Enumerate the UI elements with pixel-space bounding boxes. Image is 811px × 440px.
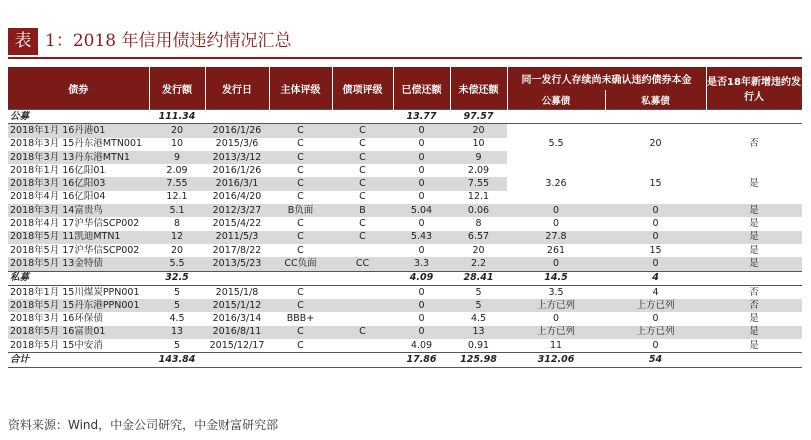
col-header-bond: 债券 bbox=[8, 67, 149, 110]
private-outstanding: 15 bbox=[605, 164, 706, 204]
table-row bbox=[8, 244, 802, 257]
new-issuer-flag: 否 bbox=[706, 299, 802, 312]
table-row bbox=[8, 285, 802, 299]
public-outstanding: 3.5 bbox=[507, 285, 605, 299]
unpaid-amount: 12.1 bbox=[450, 191, 507, 204]
entity-rating: C bbox=[269, 231, 332, 244]
unpaid-amount: 2.2 bbox=[450, 257, 507, 271]
col-header-repaid: 已偿还额 bbox=[393, 67, 450, 110]
col-header-debt-rating: 债项评级 bbox=[332, 67, 393, 110]
debt-rating: CC bbox=[332, 257, 393, 271]
title-bar bbox=[0, 8, 811, 52]
unpaid-amount: 13 bbox=[450, 326, 507, 339]
col-header-issue-date: 发行日 bbox=[205, 67, 269, 110]
summary-empty bbox=[269, 271, 332, 285]
entity-rating: BBB+ bbox=[269, 312, 332, 325]
unpaid-amount: 5 bbox=[450, 285, 507, 299]
entity-rating: C bbox=[269, 138, 332, 151]
private-outstanding: 0 bbox=[605, 312, 706, 325]
new-issuer-flag: 是 bbox=[706, 326, 802, 339]
issue-date: 2011/5/3 bbox=[205, 231, 269, 244]
col-header-private: 私募债 bbox=[605, 90, 706, 109]
summary-public bbox=[507, 110, 605, 124]
public-outstanding: 0 bbox=[507, 257, 605, 271]
unpaid-amount: 10 bbox=[450, 138, 507, 151]
entity-rating: C bbox=[269, 124, 332, 138]
issue-amount: 12 bbox=[149, 231, 205, 244]
bond-name: 2018年5月 15中安消 bbox=[8, 339, 149, 353]
issue-amount: 9 bbox=[149, 151, 205, 164]
summary-private bbox=[605, 110, 706, 124]
new-issuer-flag: 是 bbox=[706, 204, 802, 217]
entity-rating: CC负面 bbox=[269, 257, 332, 271]
issue-date: 2015/1/8 bbox=[205, 285, 269, 299]
title-divider bbox=[8, 57, 802, 59]
debt-rating: C bbox=[332, 164, 393, 177]
public-outstanding: 261 bbox=[507, 244, 605, 257]
debt-rating: C bbox=[332, 138, 393, 151]
issue-date: 2015/12/17 bbox=[205, 339, 269, 353]
debt-rating: C bbox=[332, 191, 393, 204]
entity-rating: C bbox=[269, 339, 332, 353]
bond-name: 2018年3月 16亿阳03 bbox=[8, 177, 149, 190]
private-outstanding: 上方已列 bbox=[605, 326, 706, 339]
col-header-public: 公募债 bbox=[507, 90, 605, 109]
bond-name: 2018年4月 17沪华信SCP002 bbox=[8, 217, 149, 230]
new-issuer-flag: 是 bbox=[706, 257, 802, 271]
bond-name: 2018年1月 15川煤炭PPN001 bbox=[8, 285, 149, 299]
col-header-new-issuer: 是否18年新增违约发行人 bbox=[706, 67, 802, 110]
issue-amount: 10 bbox=[149, 138, 205, 151]
summary-unpaid: 125.98 bbox=[450, 353, 507, 367]
table-row bbox=[8, 339, 802, 353]
unpaid-amount: 7.55 bbox=[450, 177, 507, 190]
table-row bbox=[8, 164, 802, 177]
repaid-amount: 0 bbox=[393, 217, 450, 230]
repaid-amount: 0 bbox=[393, 244, 450, 257]
issue-date: 2016/1/26 bbox=[205, 164, 269, 177]
summary-private: 4 bbox=[605, 271, 706, 285]
issue-date: 2016/8/11 bbox=[205, 326, 269, 339]
bond-name: 2018年4月 16亿阳04 bbox=[8, 191, 149, 204]
summary-empty bbox=[332, 110, 393, 124]
private-outstanding: 0 bbox=[605, 339, 706, 353]
public-outstanding: 上方已列 bbox=[507, 326, 605, 339]
issue-date: 2016/1/26 bbox=[205, 124, 269, 138]
table-row bbox=[8, 231, 802, 244]
col-header-issue: 发行额 bbox=[149, 67, 205, 110]
private-outstanding: 4 bbox=[605, 285, 706, 299]
issue-amount: 7.55 bbox=[149, 177, 205, 190]
summary-label: 公募 bbox=[8, 110, 149, 124]
entity-rating: C bbox=[269, 191, 332, 204]
repaid-amount: 5.43 bbox=[393, 231, 450, 244]
table-body bbox=[8, 110, 802, 368]
summary-empty bbox=[706, 271, 802, 285]
issue-amount: 8 bbox=[149, 217, 205, 230]
summary-issue: 32.5 bbox=[149, 271, 205, 285]
public-outstanding: 3.26 bbox=[507, 164, 605, 204]
bond-name: 2018年5月 11凯迪MTN1 bbox=[8, 231, 149, 244]
bond-name: 2018年5月 15丹东港PPN001 bbox=[8, 299, 149, 312]
unpaid-amount: 5 bbox=[450, 299, 507, 312]
col-header-entity-rating: 主体评级 bbox=[269, 67, 332, 110]
debt-rating: C bbox=[332, 231, 393, 244]
summary-repaid: 13.77 bbox=[393, 110, 450, 124]
entity-rating: C bbox=[269, 164, 332, 177]
entity-rating: C bbox=[269, 151, 332, 164]
issue-date: 2016/4/20 bbox=[205, 191, 269, 204]
issue-amount: 2.09 bbox=[149, 164, 205, 177]
issue-date: 2013/5/23 bbox=[205, 257, 269, 271]
private-outstanding: 20 bbox=[605, 124, 706, 164]
entity-rating: C bbox=[269, 244, 332, 257]
debt-rating: C bbox=[332, 177, 393, 190]
summary-empty bbox=[205, 271, 269, 285]
summary-empty bbox=[332, 353, 393, 367]
summary-public: 14.5 bbox=[507, 271, 605, 285]
summary-label: 私募 bbox=[8, 271, 149, 285]
bond-name: 2018年5月 13金特债 bbox=[8, 257, 149, 271]
summary-public: 312.06 bbox=[507, 353, 605, 367]
entity-rating: C bbox=[269, 326, 332, 339]
new-issuer-flag: 是 bbox=[706, 231, 802, 244]
debt-rating: C bbox=[332, 326, 393, 339]
private-outstanding: 0 bbox=[605, 257, 706, 271]
issue-date: 2013/3/12 bbox=[205, 151, 269, 164]
unpaid-amount: 9 bbox=[450, 151, 507, 164]
public-outstanding: 0 bbox=[507, 217, 605, 230]
entity-rating: C bbox=[269, 299, 332, 312]
unpaid-amount: 0.91 bbox=[450, 339, 507, 353]
public-outstanding: 27.8 bbox=[507, 231, 605, 244]
repaid-amount: 0 bbox=[393, 312, 450, 325]
issue-amount: 20 bbox=[149, 124, 205, 138]
page-title: 1：2018 年信用债违约情况汇总 bbox=[45, 31, 292, 51]
bond-name: 2018年5月 16富贵01 bbox=[8, 326, 149, 339]
source-note: 资料来源：Wind，中金公司研究，中金财富研究部 bbox=[8, 418, 279, 432]
bond-name: 2018年3月 13丹东港MTN1 bbox=[8, 151, 149, 164]
issue-date: 2015/1/12 bbox=[205, 299, 269, 312]
col-header-group: 同一发行人存续尚未确认违约债券本金 bbox=[507, 67, 706, 90]
issue-amount: 5 bbox=[149, 299, 205, 312]
debt-rating: C bbox=[332, 151, 393, 164]
entity-rating: C bbox=[269, 177, 332, 190]
summary-repaid: 17.86 bbox=[393, 353, 450, 367]
unpaid-amount: 20 bbox=[450, 124, 507, 138]
table-label-box: 表 bbox=[8, 28, 38, 55]
table-row bbox=[8, 124, 802, 138]
table-row bbox=[8, 217, 802, 230]
public-outstanding: 11 bbox=[507, 339, 605, 353]
bond-name: 2018年5月 17沪华信SCP002 bbox=[8, 244, 149, 257]
private-outstanding: 0 bbox=[605, 204, 706, 217]
summary-issue: 143.84 bbox=[149, 353, 205, 367]
bond-name: 2018年3月 16环保债 bbox=[8, 312, 149, 325]
repaid-amount: 0 bbox=[393, 124, 450, 138]
repaid-amount: 4.09 bbox=[393, 339, 450, 353]
issue-amount: 5 bbox=[149, 285, 205, 299]
bond-name: 2018年3月 14富贵鸟 bbox=[8, 204, 149, 217]
debt-rating: B bbox=[332, 204, 393, 217]
issue-date: 2016/3/1 bbox=[205, 177, 269, 190]
repaid-amount: 0 bbox=[393, 299, 450, 312]
debt-rating: C bbox=[332, 124, 393, 138]
summary-unpaid: 97.57 bbox=[450, 110, 507, 124]
debt-rating bbox=[332, 339, 393, 353]
public-outstanding: 5.5 bbox=[507, 124, 605, 164]
issue-amount: 4.5 bbox=[149, 312, 205, 325]
table-row bbox=[8, 299, 802, 312]
summary-empty bbox=[706, 110, 802, 124]
unpaid-amount: 4.5 bbox=[450, 312, 507, 325]
new-issuer-flag: 是 bbox=[706, 339, 802, 353]
issue-date: 2012/3/27 bbox=[205, 204, 269, 217]
private-outstanding: 0 bbox=[605, 217, 706, 230]
summary-label: 合计 bbox=[8, 353, 149, 367]
entity-rating: C bbox=[269, 285, 332, 299]
summary-empty bbox=[205, 110, 269, 124]
repaid-amount: 0 bbox=[393, 285, 450, 299]
summary-empty bbox=[332, 271, 393, 285]
issue-date: 2017/8/22 bbox=[205, 244, 269, 257]
issue-amount: 12.1 bbox=[149, 191, 205, 204]
debt-rating bbox=[332, 312, 393, 325]
repaid-amount: 0 bbox=[393, 177, 450, 190]
issue-date: 2015/4/22 bbox=[205, 217, 269, 230]
issue-amount: 5 bbox=[149, 339, 205, 353]
bond-name: 2018年1月 16亿阳01 bbox=[8, 164, 149, 177]
unpaid-amount: 6.57 bbox=[450, 231, 507, 244]
summary-repaid: 4.09 bbox=[393, 271, 450, 285]
new-issuer-flag: 是 bbox=[706, 312, 802, 325]
debt-rating: C bbox=[332, 217, 393, 230]
new-issuer-flag: 否 bbox=[706, 285, 802, 299]
unpaid-amount: 0.06 bbox=[450, 204, 507, 217]
debt-rating bbox=[332, 299, 393, 312]
repaid-amount: 3.3 bbox=[393, 257, 450, 271]
table-row bbox=[8, 204, 802, 217]
repaid-amount: 0 bbox=[393, 326, 450, 339]
public-outstanding: 0 bbox=[507, 204, 605, 217]
repaid-amount: 5.04 bbox=[393, 204, 450, 217]
entity-rating: C bbox=[269, 217, 332, 230]
issue-amount: 5.5 bbox=[149, 257, 205, 271]
summary-unpaid: 28.41 bbox=[450, 271, 507, 285]
repaid-amount: 0 bbox=[393, 164, 450, 177]
issue-date: 2015/3/6 bbox=[205, 138, 269, 151]
private-outstanding: 上方已列 bbox=[605, 299, 706, 312]
private-summary-row bbox=[8, 271, 802, 285]
table-row bbox=[8, 257, 802, 271]
repaid-amount: 0 bbox=[393, 138, 450, 151]
bond-name: 2018年3月 15丹东港MTN001 bbox=[8, 138, 149, 151]
new-issuer-flag: 是 bbox=[706, 217, 802, 230]
table-row bbox=[8, 312, 802, 325]
issue-amount: 20 bbox=[149, 244, 205, 257]
unpaid-amount: 20 bbox=[450, 244, 507, 257]
repaid-amount: 0 bbox=[393, 191, 450, 204]
issue-date: 2016/3/14 bbox=[205, 312, 269, 325]
bond-name: 2018年1月 16丹港01 bbox=[8, 124, 149, 138]
public-outstanding: 上方已列 bbox=[507, 299, 605, 312]
new-issuer-flag: 是 bbox=[706, 164, 802, 204]
issue-amount: 13 bbox=[149, 326, 205, 339]
col-header-unpaid: 未偿还额 bbox=[450, 67, 507, 110]
unpaid-amount: 2.09 bbox=[450, 164, 507, 177]
summary-private: 54 bbox=[605, 353, 706, 367]
default-bond-table bbox=[8, 67, 803, 368]
table-row bbox=[8, 326, 802, 339]
issue-amount: 5.1 bbox=[149, 204, 205, 217]
repaid-amount: 0 bbox=[393, 151, 450, 164]
summary-empty bbox=[269, 353, 332, 367]
summary-empty bbox=[269, 110, 332, 124]
entity-rating: B负面 bbox=[269, 204, 332, 217]
public-summary-row bbox=[8, 110, 802, 124]
summary-empty bbox=[706, 353, 802, 367]
debt-rating bbox=[332, 244, 393, 257]
private-outstanding: 0 bbox=[605, 231, 706, 244]
total-row bbox=[8, 353, 802, 367]
new-issuer-flag: 是 bbox=[706, 244, 802, 257]
unpaid-amount: 8 bbox=[450, 217, 507, 230]
public-outstanding: 0 bbox=[507, 312, 605, 325]
private-outstanding: 15 bbox=[605, 244, 706, 257]
summary-empty bbox=[205, 353, 269, 367]
new-issuer-flag: 否 bbox=[706, 124, 802, 164]
debt-rating bbox=[332, 285, 393, 299]
summary-issue: 111.34 bbox=[149, 110, 205, 124]
